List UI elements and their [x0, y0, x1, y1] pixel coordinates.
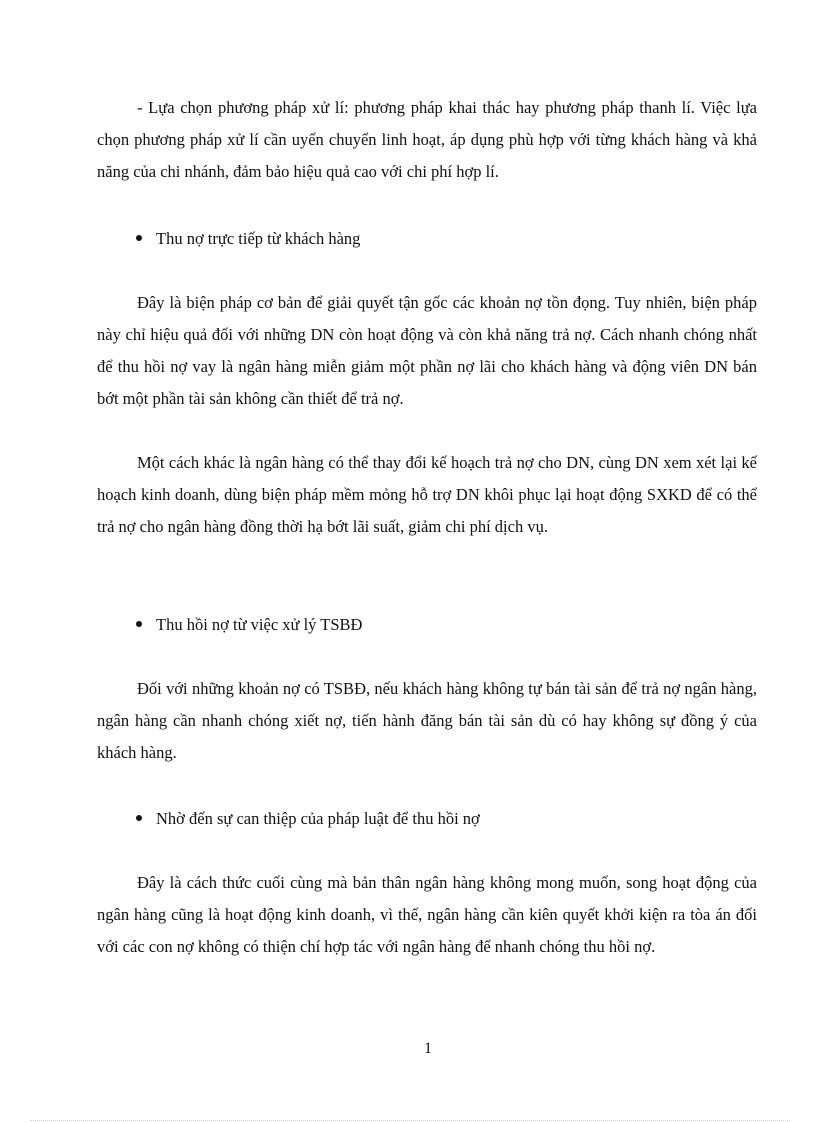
bullet-legal-intervention	[136, 803, 480, 835]
paragraph-alternative-plan: Một cách khác là ngân hàng có thể thay đổi kế hoạch trả nợ cho DN, cùng DN xem xét lại kế hoạch kinh doanh, dùng biện pháp mềm mỏng hỗ trợ DN khôi phục lại hoạt động SXKD để có thể trả nợ cho ngân hàng đồng thời hạ bớt lãi suất, giảm chi phí dịch vụ.	[97, 453, 757, 536]
bullet-label: Thu hồi nợ từ việc xử lý TSBĐ	[156, 615, 363, 634]
bullet-label: Nhờ đến sự can thiệp của pháp luật để thu hồi nợ	[156, 809, 480, 828]
paragraph-direct-collection: Đây là biện pháp cơ bản để giải quyết tận gốc các khoản nợ tồn đọng. Tuy nhiên, biện pháp này chỉ hiệu quả đối với những DN còn hoạt động và còn khả năng trả nợ. Cách nhanh chóng nhất để thu hồi nợ vay là ngân hàng miễn giảm một phần nợ lãi cho khách hàng và động viên DN bán bớt một phần tài sản không cần thiết để trả nợ.	[97, 293, 757, 408]
bullet-dot-icon	[136, 621, 142, 627]
bullet-dot-icon	[136, 815, 142, 821]
bullet-dot-icon	[136, 235, 142, 241]
page-number: 1	[424, 1040, 432, 1057]
paragraph-collateral: Đối với những khoản nợ có TSBĐ, nếu khách hàng không tự bán tài sản để trả nợ ngân hàng, ngân hàng cần nhanh chóng xiết nợ, tiến hành đăng bán tài sản dù có hay không sự đồng ý của khách hàng.	[97, 679, 757, 762]
bullet-collateral-collection	[136, 609, 362, 641]
page-bottom-divider	[30, 1120, 790, 1121]
paragraph-legal: Đây là cách thức cuối cùng mà bản thân ngân hàng không mong muốn, song hoạt động của ngân hàng cũng là hoạt động kinh doanh, vì thế, ngân hàng cần kiên quyết khởi kiện ra tòa án đối với các con nợ không có thiện chí hợp tác với ngân hàng để nhanh chóng thu hồi nợ.	[97, 873, 757, 956]
bullet-direct-collection	[136, 223, 360, 255]
bullet-label: Thu nợ trực tiếp từ khách hàng	[156, 229, 361, 248]
paragraph-processing-method: - Lựa chọn phương pháp xử lí: phương pháp khai thác hay phương pháp thanh lí. Việc lựa chọn phương pháp xử lí cần uyển chuyển linh hoạt, áp dụng phù hợp với từng khách hàng và khả năng của chi nhánh, đảm bảo hiệu quả cao với chi phí hợp lí.	[97, 98, 757, 181]
